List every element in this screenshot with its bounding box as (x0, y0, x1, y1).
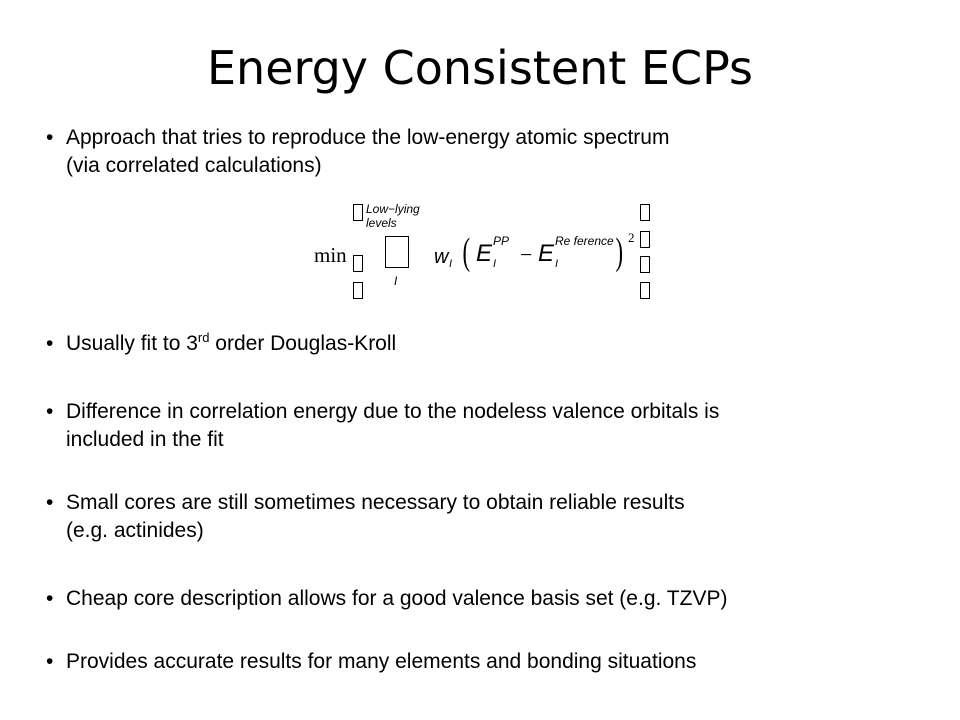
missing-glyph-box (385, 236, 409, 268)
formula-min: min (314, 243, 347, 267)
formula-energy-pp-sup: PP (493, 234, 510, 248)
missing-glyph-box (353, 204, 363, 221)
formula-weight-sub: I (449, 258, 453, 270)
bullet-dot: • (46, 332, 54, 355)
bullet-text-continued: (e.g. actinides) (66, 519, 204, 542)
bullet-dot: • (46, 400, 54, 423)
bullet-text: Small cores are still sometimes necessary to obtain reliable results (66, 491, 685, 514)
bullet-dot: • (46, 650, 54, 673)
bullet-text: Difference in correlation energy due to the nodeless valence orbitals is (66, 400, 720, 423)
slide-title: Energy Consistent ECPs (206, 41, 754, 95)
formula-sum-upper: Low−lying (366, 202, 420, 216)
bullet-text: Cheap core description allows for a good valence basis set (e.g. TZVP) (66, 587, 728, 610)
bullet-text-continued: included in the fit (66, 428, 224, 451)
missing-glyph-box (640, 231, 650, 248)
formula-energy-reference-sup: Re ference (555, 234, 614, 248)
bullet-text: Approach that tries to reproduce the low-energy atomic spectrum (66, 126, 670, 149)
formula-sum-upper: levels (366, 216, 397, 230)
formula-right-paren: ) (615, 231, 624, 273)
fitting-formula (310, 196, 655, 306)
bullet-text-part: order Douglas-Kroll (209, 332, 397, 355)
missing-glyph-box (640, 282, 650, 299)
missing-glyph-box (640, 256, 650, 273)
formula-weight: w (434, 246, 449, 268)
formula-sum-lower: I (394, 274, 398, 288)
bullet-text: Provides accurate results for many elements and bonding situations (66, 650, 697, 673)
missing-glyph-box (353, 282, 363, 299)
bullet-dot: • (46, 587, 54, 610)
formula-minus: − (520, 242, 533, 267)
formula-energy-reference-sub: I (555, 258, 559, 270)
formula-left-paren: ( (462, 231, 471, 273)
formula-energy-pp-sub: I (493, 258, 497, 270)
bullet-text (66, 330, 396, 358)
missing-glyph-box (353, 255, 363, 272)
bullet-text-part: Usually fit to 3 (66, 332, 198, 355)
bullet-dot: • (46, 126, 54, 149)
bullet-text-superscript: rd (197, 330, 210, 345)
missing-glyph-box (640, 204, 650, 221)
formula-energy-reference: E (538, 240, 555, 267)
bullet-dot: • (46, 491, 54, 514)
formula-power: 2 (628, 230, 635, 245)
bullet-text-continued: (via correlated calculations) (66, 154, 322, 177)
formula-energy-pp: E (476, 240, 493, 267)
